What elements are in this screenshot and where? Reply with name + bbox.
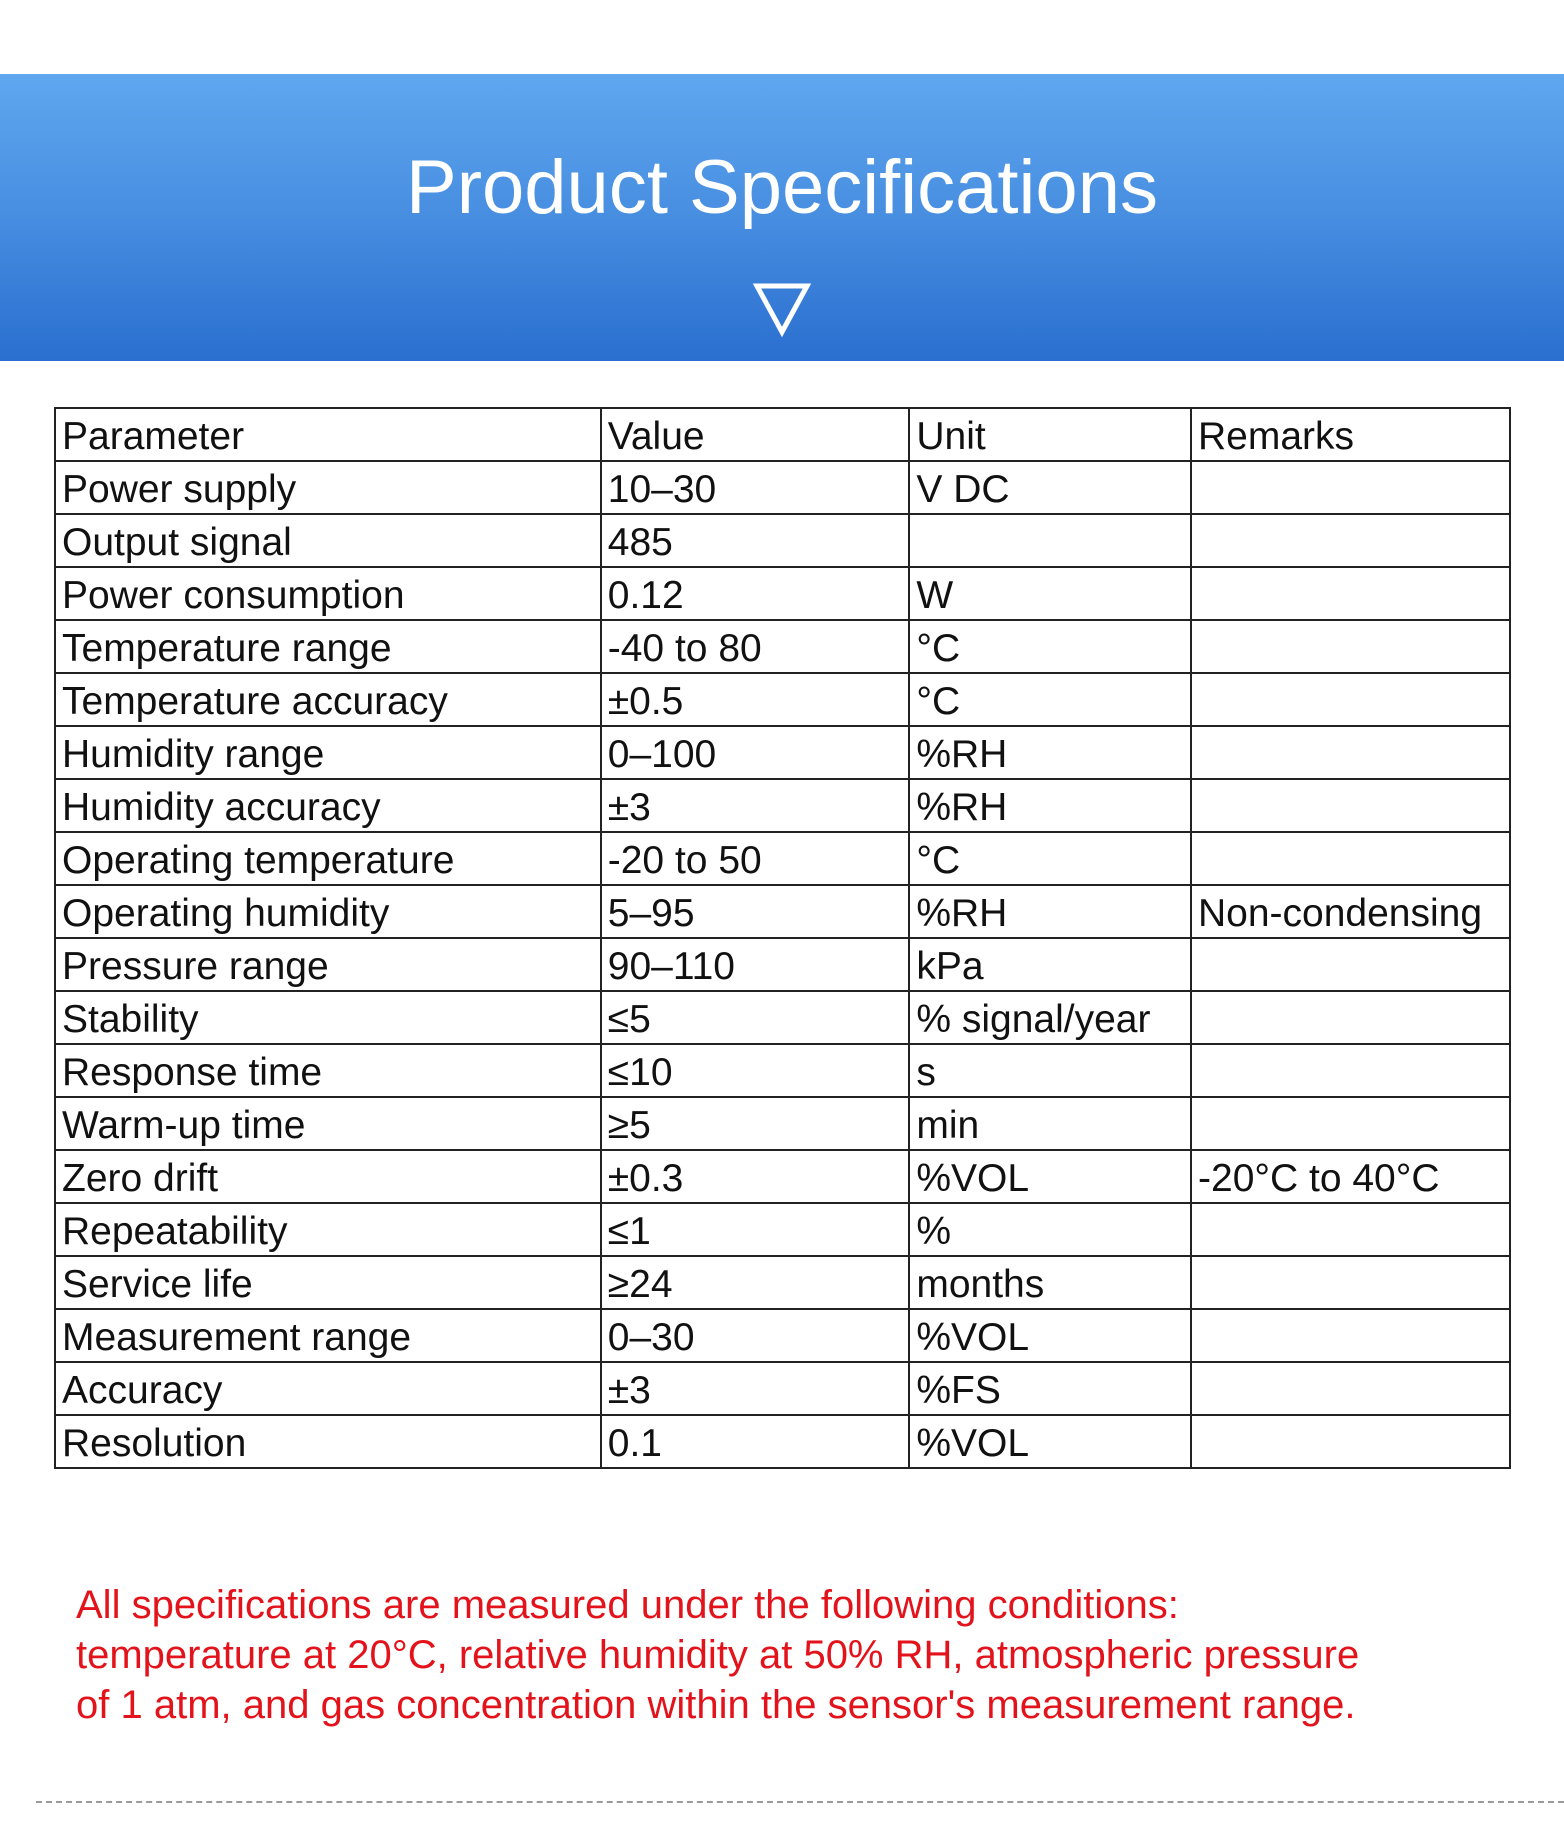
table-header-row (55, 408, 1510, 461)
cell-remarks: Non-condensing (1191, 885, 1510, 938)
cell-remarks (1191, 779, 1510, 832)
cell-unit: months (909, 1256, 1191, 1309)
cell-unit: kPa (909, 938, 1191, 991)
cell-unit: s (909, 1044, 1191, 1097)
cell-remarks (1191, 1256, 1510, 1309)
cell-value: 10–30 (601, 461, 910, 514)
cell-parameter: Resolution (55, 1415, 601, 1468)
cell-value: ≤1 (601, 1203, 910, 1256)
cell-unit: W (909, 567, 1191, 620)
cell-remarks (1191, 938, 1510, 991)
cell-value: ≤10 (601, 1044, 910, 1097)
cell-unit: °C (909, 832, 1191, 885)
spec-table (54, 407, 1511, 1469)
cell-unit: % (909, 1203, 1191, 1256)
table-row (55, 1309, 1510, 1362)
table-row (55, 1362, 1510, 1415)
cell-parameter: Operating humidity (55, 885, 601, 938)
cell-value: -20 to 50 (601, 832, 910, 885)
cell-remarks (1191, 726, 1510, 779)
cell-value: -40 to 80 (601, 620, 910, 673)
note-line: All specifications are measured under the following conditions: (76, 1583, 1179, 1627)
cell-value: ±3 (601, 779, 910, 832)
table-row (55, 726, 1510, 779)
cell-unit: °C (909, 620, 1191, 673)
table-body (55, 461, 1510, 1468)
cell-parameter: Service life (55, 1256, 601, 1309)
cell-parameter: Response time (55, 1044, 601, 1097)
cell-parameter: Power consumption (55, 567, 601, 620)
cell-parameter: Zero drift (55, 1150, 601, 1203)
cell-unit: min (909, 1097, 1191, 1150)
cell-value: 0.1 (601, 1415, 910, 1468)
cell-remarks (1191, 1097, 1510, 1150)
cell-remarks (1191, 832, 1510, 885)
cell-unit: %RH (909, 885, 1191, 938)
cell-parameter: Temperature accuracy (55, 673, 601, 726)
cell-unit: °C (909, 673, 1191, 726)
cell-value: 0–30 (601, 1309, 910, 1362)
table-row (55, 567, 1510, 620)
cell-unit (909, 514, 1191, 567)
header-parameter: Parameter (55, 408, 601, 461)
cell-value: ±3 (601, 1362, 910, 1415)
table-row (55, 461, 1510, 514)
cell-value: ≤5 (601, 991, 910, 1044)
table-row (55, 885, 1510, 938)
cell-unit: V DC (909, 461, 1191, 514)
table-row (55, 1256, 1510, 1309)
cell-remarks (1191, 461, 1510, 514)
table-row (55, 673, 1510, 726)
table-row (55, 1415, 1510, 1468)
table-row (55, 1044, 1510, 1097)
table-row (55, 1150, 1510, 1203)
cell-parameter: Power supply (55, 461, 601, 514)
cell-remarks (1191, 620, 1510, 673)
table-row (55, 1097, 1510, 1150)
cell-parameter: Measurement range (55, 1309, 601, 1362)
table-row (55, 938, 1510, 991)
cell-remarks (1191, 1309, 1510, 1362)
cell-unit: %FS (909, 1362, 1191, 1415)
table-row (55, 832, 1510, 885)
cell-parameter: Accuracy (55, 1362, 601, 1415)
dashed-divider (36, 1801, 1564, 1803)
cell-value: 485 (601, 514, 910, 567)
table-row (55, 514, 1510, 567)
cell-remarks (1191, 1203, 1510, 1256)
page-title: Product Specifications (406, 145, 1158, 230)
cell-remarks (1191, 1415, 1510, 1468)
cell-remarks: -20°C to 40°C (1191, 1150, 1510, 1203)
cell-parameter: Repeatability (55, 1203, 601, 1256)
cell-parameter: Operating temperature (55, 832, 601, 885)
header-unit: Unit (909, 408, 1191, 461)
table-row (55, 620, 1510, 673)
cell-value: ≥24 (601, 1256, 910, 1309)
cell-parameter: Temperature range (55, 620, 601, 673)
note-line: temperature at 20°C, relative humidity at 50% RH, atmospheric pressure (76, 1633, 1360, 1677)
table-row (55, 1203, 1510, 1256)
table-row (55, 991, 1510, 1044)
note-line: of 1 atm, and gas concentration within the sensor's measurement range. (76, 1683, 1356, 1727)
cell-remarks (1191, 1362, 1510, 1415)
table-row (55, 779, 1510, 832)
header-value: Value (601, 408, 910, 461)
cell-value: 0–100 (601, 726, 910, 779)
cell-parameter: Stability (55, 991, 601, 1044)
cell-remarks (1191, 673, 1510, 726)
cell-unit: %VOL (909, 1309, 1191, 1362)
cell-value: 0.12 (601, 567, 910, 620)
cell-parameter: Warm-up time (55, 1097, 601, 1150)
down-triangle-outline-icon (752, 280, 812, 338)
measurement-conditions-note (76, 1580, 1516, 1730)
cell-value: 90–110 (601, 938, 910, 991)
cell-unit: %VOL (909, 1415, 1191, 1468)
cell-remarks (1191, 514, 1510, 567)
cell-remarks (1191, 991, 1510, 1044)
cell-value: ±0.3 (601, 1150, 910, 1203)
cell-value: ≥5 (601, 1097, 910, 1150)
cell-unit: %RH (909, 726, 1191, 779)
header-remarks: Remarks (1191, 408, 1510, 461)
cell-unit: %RH (909, 779, 1191, 832)
cell-remarks (1191, 567, 1510, 620)
cell-remarks (1191, 1044, 1510, 1097)
cell-unit: % signal/year (909, 991, 1191, 1044)
cell-parameter: Humidity accuracy (55, 779, 601, 832)
cell-parameter: Output signal (55, 514, 601, 567)
cell-value: ±0.5 (601, 673, 910, 726)
cell-unit: %VOL (909, 1150, 1191, 1203)
cell-parameter: Pressure range (55, 938, 601, 991)
cell-parameter: Humidity range (55, 726, 601, 779)
cell-value: 5–95 (601, 885, 910, 938)
